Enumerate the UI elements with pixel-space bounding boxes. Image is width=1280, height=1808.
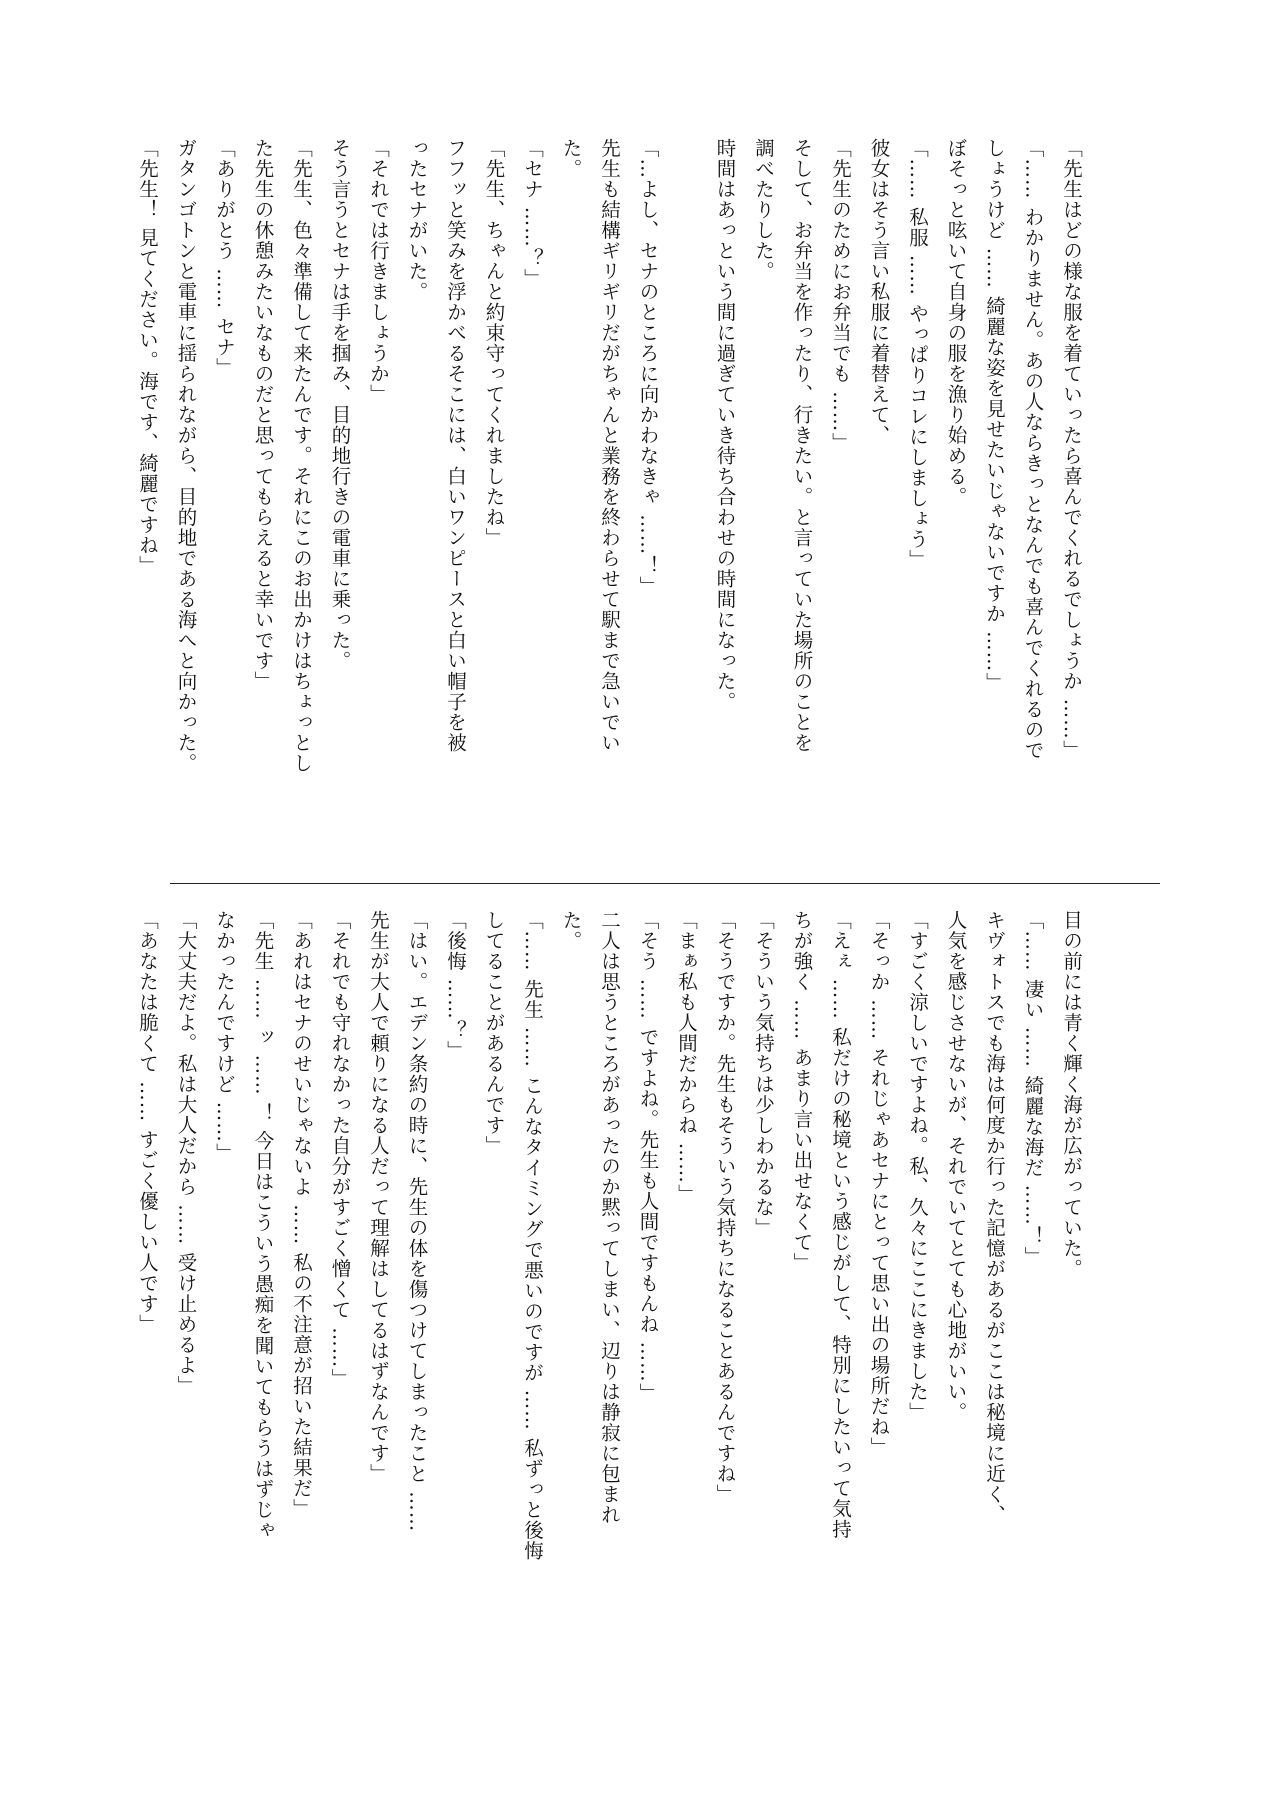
text-line: 「…… 私服 …… やっぱりコレにしましょう」 bbox=[906, 138, 929, 570]
text-line: 彼女はそう言い私服に着替えて、 bbox=[867, 138, 891, 446]
text-line: 「先生 …… ッ …… ！ 今日はこういう愚痴を聞いてもらうはずじゃ bbox=[251, 910, 275, 1541]
text-line: 「ありがとう …… セナ」 bbox=[213, 138, 236, 378]
text-line bbox=[667, 138, 706, 868]
text-line: しょうけど …… 綺麗な姿を見せたいじゃないですか ……」 bbox=[983, 138, 1006, 693]
text-line: た先生の休憩みたいなものだと思ってもらえると幸いです」 bbox=[251, 138, 275, 692]
text-line: 「先生！ 見てください。海です、綺麗ですね」 bbox=[136, 138, 159, 576]
text-line: 「そうですか。先生もそういう気持ちになることあるんですね」 bbox=[713, 910, 737, 1505]
text-line: 「先生、ちゃんと約束守ってくれましたね」 bbox=[482, 138, 506, 548]
text-line: キヴォトスでも海は何度か行った記憶があるがここは秘境に近く、 bbox=[983, 910, 1006, 1525]
text-line: してることがあるんです」 bbox=[482, 910, 506, 1156]
text-line: ガタンゴトンと電車に揺られながら、目的地である海へと向かった。 bbox=[174, 138, 198, 774]
text-line: そう言うとセナは手を掴み、目的地行きの電車に乗った。 bbox=[328, 138, 352, 671]
text-line: 「セナ ……？」 bbox=[521, 138, 544, 289]
text-line: 「そっか …… それじゃあセナにとって思い出の場所だね」 bbox=[867, 910, 891, 1458]
text-line: 調べたりした。 bbox=[752, 138, 775, 282]
text-line: なかったんですけど ……」 bbox=[213, 910, 236, 1164]
text-line: そして、お弁当を作ったり、行きたい。と言っていた場所のことを bbox=[790, 138, 814, 753]
text-line: 「はい。エデン条約の時に、先生の体を傷つけてしまったこと …… bbox=[405, 910, 429, 1533]
text-line: 「すごく涼しいですよね。私、久々にここにきました」 bbox=[906, 910, 929, 1423]
text-line: 「後悔 ……？」 bbox=[444, 910, 467, 1061]
text-line: 「えぇ …… 私だけの秘境という感じがして、特別にしたいって気持 bbox=[829, 910, 852, 1540]
text-line: 「あなたは脆くて …… すごく優しい人です」 bbox=[136, 910, 159, 1335]
text-line: 「…… 先生 …… こんなタイミングで悪いのですが …… 私ずっと後悔 bbox=[521, 910, 544, 1561]
text-line: 「先生のためにお弁当でも ……」 bbox=[829, 138, 852, 453]
text-line: ちが強く …… あまり言い出せなくて」 bbox=[790, 910, 814, 1273]
text-line: 時間はあっという間に過ぎていき待ち合わせの時間になった。 bbox=[713, 138, 737, 712]
text-line: た。 bbox=[559, 138, 583, 179]
text-line: 先生が大人で頼りになる人だって理解はしてるはずなんです」 bbox=[367, 910, 390, 1484]
text-line: 「それでも守れなかった自分がすごく憎くて ……」 bbox=[328, 910, 352, 1389]
text-line: 先生も結構ギリギリだがちゃんと業務を終わらせて駅まで急いでい bbox=[598, 138, 621, 753]
bottom-text-section bbox=[136, 910, 1090, 1730]
text-line: 「それでは行きましょうか」 bbox=[367, 138, 390, 405]
text-line: 「そういう気持ちは少しわかるな」 bbox=[752, 910, 775, 1238]
text-line: 二人は思うところがあったのか黙ってしまい、辺りは静寂に包まれ bbox=[598, 910, 621, 1525]
text-line: フフッと笑みを浮かべるそこには、白いワンピースと白い帽子を被 bbox=[444, 138, 467, 753]
text-line: た。 bbox=[559, 910, 583, 951]
text-line: 「…… 凄い …… 綺麗な海だ ……！」 bbox=[1021, 910, 1045, 1267]
text-line: 目の前には青く輝く海が広がっていた。 bbox=[1060, 910, 1083, 1279]
text-line: ぼそっと呟いて自身の服を漁り始める。 bbox=[944, 138, 968, 507]
text-line: 「…よし、セナのところに向かわなきゃ ……！」 bbox=[636, 138, 660, 597]
text-line: 「あれはセナのせいじゃないよ …… 私の不注意が招いた結果だ」 bbox=[290, 910, 313, 1519]
text-line: 「大丈夫だよ。私は大人だから …… 受け止めるよ」 bbox=[174, 910, 198, 1396]
text-line: 人気を感じさせないが、それでいてとても心地がいい。 bbox=[944, 910, 968, 1423]
text-line: 「先生、色々準備して来たんです。それにこのお出かけはちょっとし bbox=[290, 138, 313, 774]
text-line: 「…… わかりません。あの人ならきっとなんでも喜んでくれるので bbox=[1021, 138, 1045, 761]
section-divider bbox=[170, 883, 1160, 884]
text-line: ったセナがいた。 bbox=[405, 138, 429, 302]
text-line: 「そう …… ですよね。先生も人間ですもんね ……」 bbox=[636, 910, 660, 1404]
text-line: 「先生はどの様な服を着ていったら喜んでくれるでしょうか ……」 bbox=[1060, 138, 1083, 761]
text-line: 「まぁ私も人間だからね ……」 bbox=[675, 910, 698, 1205]
top-text-section bbox=[136, 138, 1090, 868]
